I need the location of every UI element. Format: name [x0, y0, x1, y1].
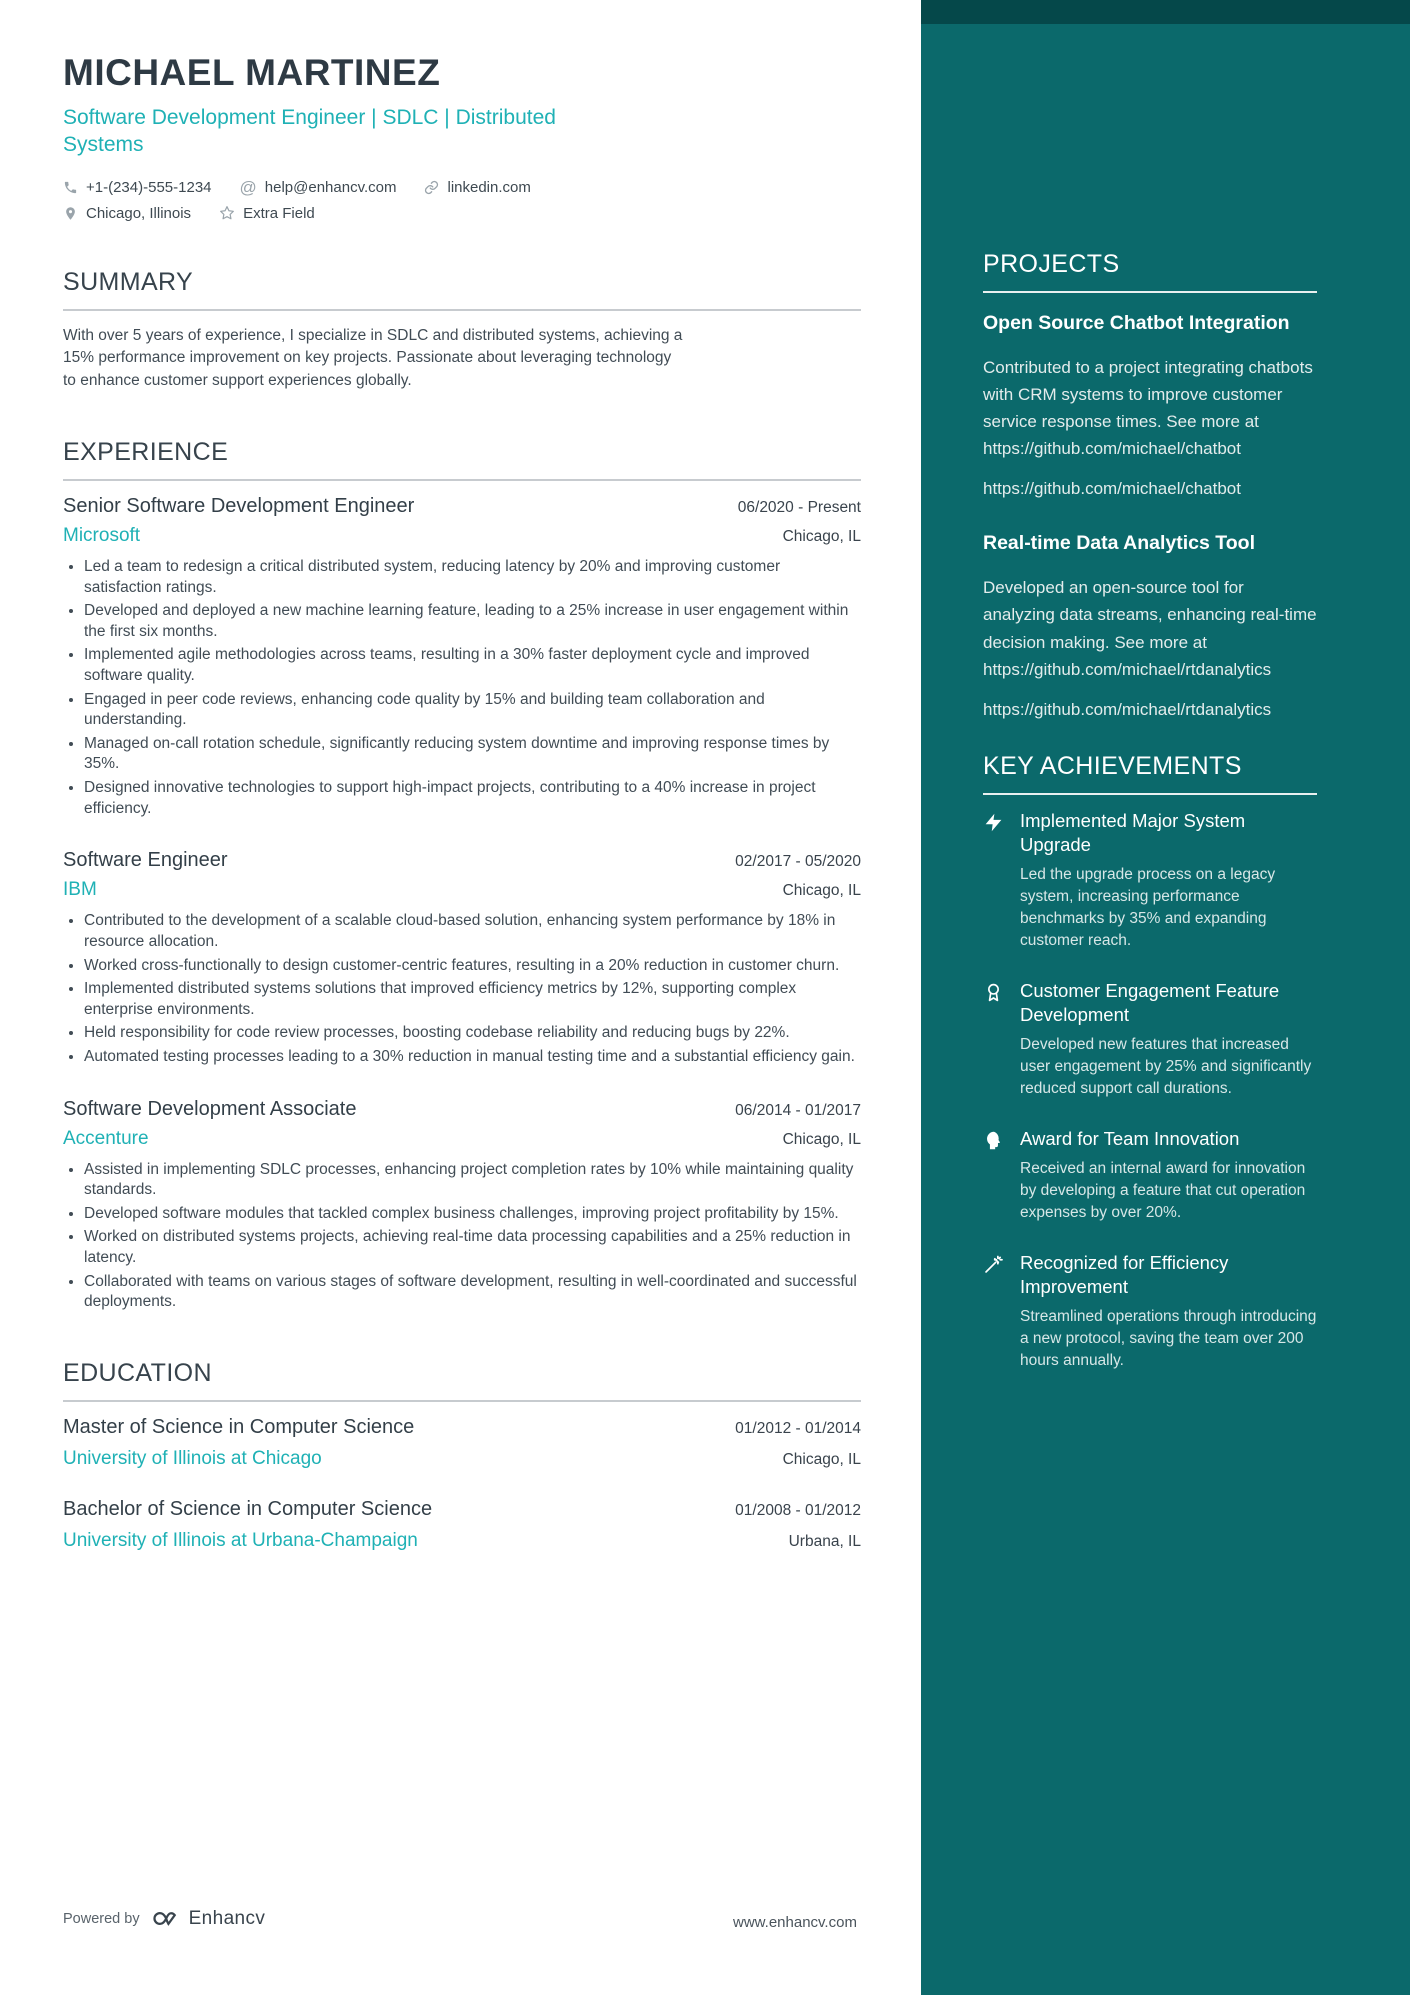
achievement-entry	[983, 979, 1317, 1100]
project-entry	[983, 531, 1317, 719]
phone-item	[63, 179, 212, 196]
project-link[interactable]: https://github.com/michael/chatbot	[983, 479, 1241, 499]
job-title: Senior Software Development Engineer	[63, 495, 415, 517]
location-pin-icon	[63, 206, 78, 221]
sidebar-top-band	[921, 0, 1410, 24]
job-company: Accenture	[63, 1127, 149, 1149]
powered-by-footer	[63, 1905, 265, 1932]
achievement-entry	[983, 809, 1317, 952]
phone-value: +1-(234)-555-1234	[86, 178, 212, 196]
degree: Master of Science in Computer Science	[63, 1415, 415, 1438]
contact-row-1	[63, 179, 861, 196]
job-company: Microsoft	[63, 525, 141, 546]
job-bullets	[63, 911, 861, 1067]
enhancv-brand-text[interactable]: Enhancv	[188, 1907, 266, 1929]
education-dates: 01/2012 - 01/2014	[735, 1419, 861, 1437]
job-bullet: • Led a team to redesign a critical distributed system, reducing latency by 20% and improving customer satisfaction ratings.	[84, 557, 861, 598]
achievement-text: Streamlined operations through introducing a new protocol, saving the team over 200 hours annually.	[1020, 1308, 1317, 1370]
project-title: Real-time Data Analytics Tool	[983, 532, 1255, 555]
job-company: IBM	[63, 879, 97, 901]
email-value[interactable]: help@enhancv.com	[264, 178, 397, 196]
link-item[interactable]	[424, 179, 530, 196]
school-name: University of Illinois at Urbana-Champaign	[63, 1529, 418, 1551]
job-dates: 02/2017 - 05/2020	[735, 853, 861, 871]
project-description: Developed an open-source tool for analyzing data streams, enhancing real-time decision making. See more at https://github.com/michael/rtdanalytics	[983, 578, 1317, 679]
education-section	[63, 1359, 861, 1552]
job-bullet: • Implemented distributed systems solutions that improved efficiency metrics by 12%, supporting complex enterprise environments.	[84, 979, 861, 1020]
job-bullet: • Assisted in implementing SDLC processes, enhancing project completion rates by 10% while maintaining quality standards.	[84, 1160, 861, 1201]
education-entry	[63, 1498, 861, 1552]
job-bullets	[63, 1160, 861, 1313]
job-bullet: • Engaged in peer code reviews, enhancing code quality by 15% and building team collaboration and understanding.	[84, 690, 861, 731]
job-title: Software Development Associate	[63, 1097, 357, 1120]
job-bullet: • Held responsibility for code review processes, boosting codebase reliability and reducing bugs by 22%.	[84, 1023, 861, 1044]
enhancv-website-link[interactable]: www.enhancv.com	[733, 1914, 857, 1931]
person-name: MICHAEL MARTINEZ	[63, 52, 441, 93]
resume-header	[63, 52, 861, 222]
education-heading: EDUCATION	[63, 1359, 861, 1402]
job-bullet: • Worked cross-functionally to design customer-centric features, resulting in a 20% reduction in customer churn.	[84, 956, 861, 977]
location-value: Chicago, Illinois	[86, 204, 192, 222]
projects-section	[983, 250, 1317, 720]
project-title: Open Source Chatbot Integration	[983, 312, 1290, 334]
project-link[interactable]: https://github.com/michael/rtdanalytics	[983, 699, 1272, 719]
achievement-entry	[983, 1127, 1317, 1224]
achievement-title: Recognized for Efficiency Improvement	[1020, 1252, 1229, 1298]
job-location: Chicago, IL	[782, 528, 861, 545]
job-bullet: • Developed and deployed a new machine learning feature, leading to a 25% increase in user engagement within the first six months.	[84, 601, 861, 642]
extra-field-value: Extra Field	[243, 204, 315, 222]
degree: Bachelor of Science in Computer Science	[63, 1497, 433, 1520]
link-icon	[424, 180, 439, 195]
achievement-title: Implemented Major System Upgrade	[1020, 809, 1246, 856]
education-location: Chicago, IL	[782, 1450, 861, 1468]
location-item	[63, 205, 191, 222]
job-bullet: • Designed innovative technologies to support high-impact projects, contributing to a 40% increase in project efficiency.	[84, 778, 861, 819]
magic-wand-icon	[983, 1251, 1005, 1372]
achievements-section	[983, 752, 1317, 1372]
medal-icon	[983, 979, 1005, 1100]
email-item[interactable]	[240, 179, 397, 196]
job-headline: Software Development Engineer | SDLC | Distributed Systems	[63, 106, 556, 157]
job-bullet: • Worked on distributed systems projects, achieving real-time data processing capabilities and a 25% reduction in latency.	[84, 1227, 861, 1268]
job-dates: 06/2020 - Present	[737, 499, 861, 516]
job-bullet: • Implemented agile methodologies across teams, resulting in a 30% faster deployment cycle and improved software quality.	[84, 645, 861, 686]
innovation-head-icon	[983, 1127, 1005, 1224]
job-entry	[63, 1098, 861, 1313]
project-entry	[983, 311, 1317, 499]
achievements-heading: KEY ACHIEVEMENTS	[983, 752, 1317, 795]
extra-field-item	[219, 205, 315, 222]
summary-heading: SUMMARY	[63, 268, 861, 311]
achievement-entry	[983, 1251, 1317, 1372]
achievement-text: Received an internal award for innovation by developing a feature that cut operation expenses by over 20%.	[1020, 1160, 1306, 1222]
contact-info	[63, 179, 861, 222]
achievement-title: Customer Engagement Feature Development	[1020, 980, 1280, 1026]
sidebar-column	[921, 0, 1410, 1995]
experience-heading: EXPERIENCE	[63, 438, 861, 481]
project-description: Contributed to a project integrating chatbots with CRM systems to improve customer service response times. See more at https://github.com/michael/chatbot	[983, 357, 1313, 459]
job-entry	[63, 849, 861, 1067]
bolt-icon	[983, 809, 1005, 952]
job-bullet: • Developed software modules that tackled complex business challenges, improving project profitability by 15%.	[84, 1204, 861, 1225]
job-bullet: • Collaborated with teams on various stages of software development, resulting in well-coordinated and successful deployments.	[84, 1272, 861, 1313]
job-location: Chicago, IL	[782, 1130, 861, 1148]
powered-by-label: Powered by	[63, 1910, 140, 1927]
achievement-title: Award for Team Innovation	[1020, 1128, 1240, 1150]
enhancv-logo[interactable]	[151, 1905, 178, 1932]
job-dates: 06/2014 - 01/2017	[735, 1101, 861, 1119]
achievement-text: Developed new features that increased user engagement by 25% and significantly reduced support call durations.	[1020, 1036, 1312, 1098]
projects-heading: PROJECTS	[983, 250, 1317, 293]
star-icon	[219, 205, 235, 221]
job-bullet: • Contributed to the development of a scalable cloud-based solution, enhancing system performance by 18% in resource allocation.	[84, 911, 861, 952]
experience-section	[63, 438, 861, 1313]
job-title: Software Engineer	[63, 849, 228, 872]
education-dates: 01/2008 - 01/2012	[735, 1501, 861, 1519]
job-location: Chicago, IL	[782, 882, 861, 900]
job-entry	[63, 495, 861, 819]
achievement-text: Led the upgrade process on a legacy system, increasing performance benchmarks by 35% and expanding customer reach.	[1020, 866, 1276, 950]
education-location: Urbana, IL	[788, 1532, 861, 1550]
job-bullet: • Automated testing processes leading to a 30% reduction in manual testing time and a substantial efficiency gain.	[84, 1047, 861, 1068]
job-bullets	[63, 557, 861, 819]
summary-text: With over 5 years of experience, I specialize in SDLC and distributed systems, achieving a 15% performance improvement on key projects. Passionate about leveraging technology to enhance customer support experiences globally.	[63, 326, 683, 389]
summary-section	[63, 268, 861, 392]
job-bullet: • Managed on-call rotation schedule, significantly reducing system downtime and improving response times by 35%.	[84, 734, 861, 775]
link-value[interactable]: linkedin.com	[447, 178, 531, 196]
at-icon: @	[239, 177, 257, 197]
phone-icon	[63, 180, 78, 195]
contact-row-2	[63, 205, 861, 222]
school-name: University of Illinois at Chicago	[63, 1447, 322, 1469]
education-entry	[63, 1416, 861, 1470]
